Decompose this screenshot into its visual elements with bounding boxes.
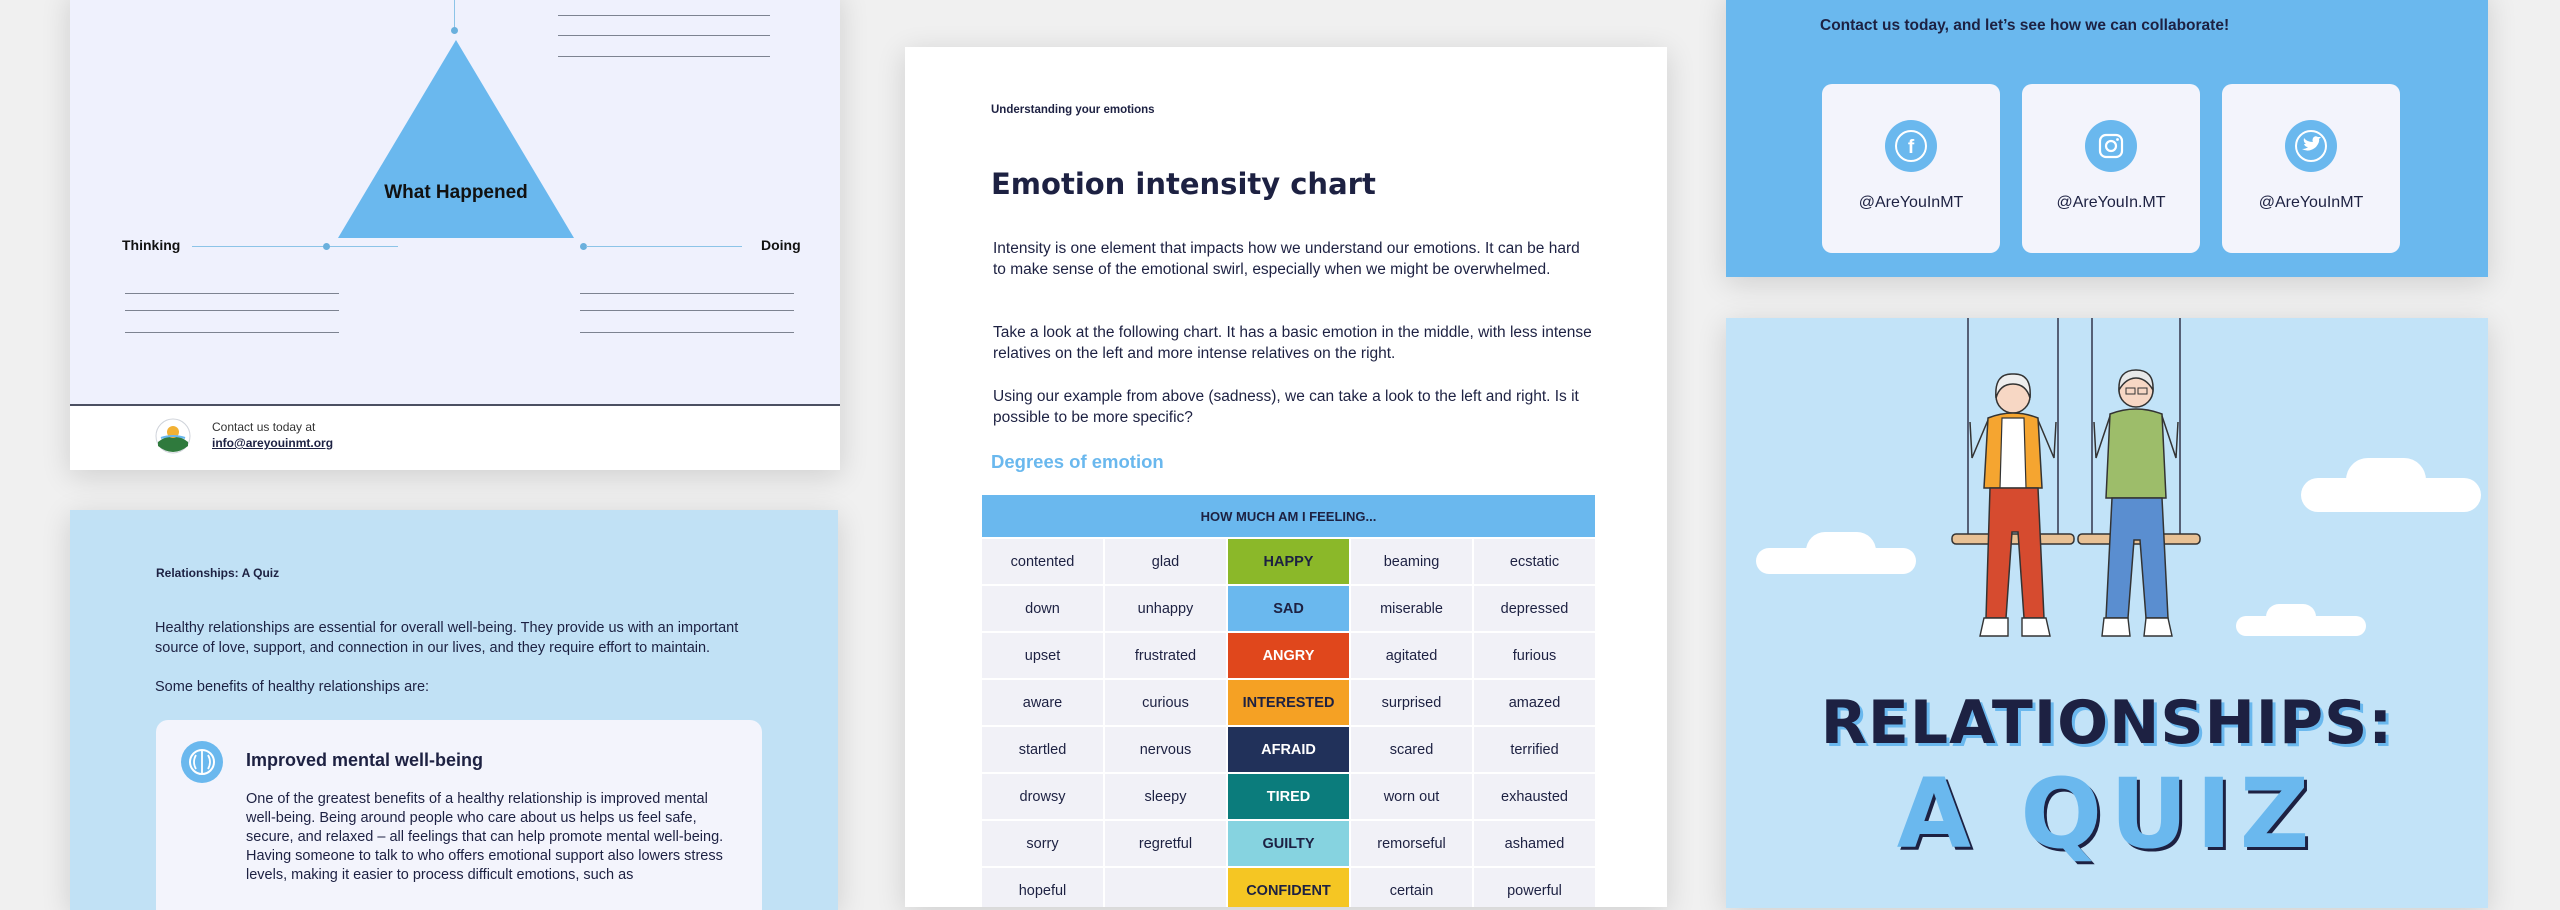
emotion-cell: aware <box>982 680 1103 725</box>
core-emotion-cell: SAD <box>1228 586 1349 631</box>
page-footer <box>70 404 840 470</box>
emotion-cell: startled <box>982 727 1103 772</box>
emotion-cell: scared <box>1351 727 1472 772</box>
emotion-cell: powerful <box>1474 868 1595 907</box>
section-label: Relationships: A Quiz <box>156 566 280 580</box>
emotion-cell: sleepy <box>1105 774 1226 819</box>
answer-line <box>580 310 794 311</box>
emotion-cell: sorry <box>982 821 1103 866</box>
benefits-intro: Some benefits of healthy relationships are: <box>155 679 430 695</box>
answer-line <box>125 332 339 333</box>
table-row <box>982 539 1595 584</box>
quiz-cover-page <box>1726 318 2488 908</box>
contact-page <box>1726 0 2488 277</box>
couple-on-swings-illustration <box>1946 318 2266 648</box>
table-header: HOW MUCH AM I FEELING... <box>982 495 1595 537</box>
instagram-card[interactable] <box>2022 84 2200 253</box>
emotion-cell: agitated <box>1351 633 1472 678</box>
emotion-cell: ecstatic <box>1474 539 1595 584</box>
card-title: Improved mental well-being <box>246 750 484 770</box>
answer-line <box>580 293 794 294</box>
emotion-cell: worn out <box>1351 774 1472 819</box>
table-row <box>982 868 1595 907</box>
subheading: Degrees of emotion <box>991 451 1164 472</box>
triangle-label: What Happened <box>384 182 528 203</box>
organization-logo <box>155 418 191 454</box>
emotion-cell: glad <box>1105 539 1226 584</box>
core-emotion-cell: HAPPY <box>1228 539 1349 584</box>
cta-text: Contact us today, and let’s see how we can collaborate! <box>1820 17 2230 34</box>
table-row <box>982 586 1595 631</box>
doing-label: Doing <box>761 237 801 253</box>
paragraph-1: Intensity is one element that impacts how we understand our emotions. It can be hard to make sense of the emotional swirl, especially when we might be overwhelmed. <box>993 240 1580 278</box>
answer-line <box>558 15 770 16</box>
card-text: One of the greatest benefits of a healthy relationship is improved mental well-being. Being around people who care about us helps us feel safe, secure, and relaxed – all feelings that can help promote mental well-being. Having someone to talk to who offers emotional support also lowers stress levels, making it easier to process difficult emotions, such as <box>246 791 724 883</box>
emotion-cell: upset <box>982 633 1103 678</box>
emotion-table <box>980 493 1597 907</box>
brain-icon <box>180 740 224 784</box>
core-emotion-cell: TIRED <box>1228 774 1349 819</box>
instagram-icon[interactable] <box>2085 120 2137 172</box>
doing-connector-line <box>586 246 742 247</box>
emotion-cell: ashamed <box>1474 821 1595 866</box>
emotion-cell: frustrated <box>1105 633 1226 678</box>
cover-title-line2: A QUIZ <box>1896 758 2318 870</box>
core-emotion-cell: ANGRY <box>1228 633 1349 678</box>
facebook-card[interactable] <box>1822 84 2000 253</box>
core-emotion-cell: CONFIDENT <box>1228 868 1349 907</box>
table-row <box>982 633 1595 678</box>
core-emotion-cell: GUILTY <box>1228 821 1349 866</box>
thinking-connector-dot <box>323 243 330 250</box>
cloud-shape <box>2346 458 2426 502</box>
emotion-cell: drowsy <box>982 774 1103 819</box>
emotion-cell: down <box>982 586 1103 631</box>
paragraph-3: Using our example from above (sadness), we can take a look to the left and right. Is it possible to be more specific? <box>993 388 1579 426</box>
what-happened-triangle <box>338 40 574 238</box>
twitter-handle: @AreYouInMT <box>2258 194 2364 211</box>
footer-email-link[interactable]: info@areyouinmt.org <box>212 436 334 450</box>
emotion-cell: unhappy <box>1105 586 1226 631</box>
emotion-cell: beaming <box>1351 539 1472 584</box>
cloud-shape <box>2266 604 2316 630</box>
top-connector-line <box>454 0 455 30</box>
table-row <box>982 774 1595 819</box>
thinking-connector-line <box>192 246 398 247</box>
emotion-intensity-page <box>905 47 1667 907</box>
svg-text:f: f <box>1907 137 1915 158</box>
emotion-cell: hopeful <box>982 868 1103 907</box>
section-label: Understanding your emotions <box>991 104 1155 116</box>
emotion-cell: certain <box>1351 868 1472 907</box>
emotion-cell: surprised <box>1351 680 1472 725</box>
answer-line <box>580 332 794 333</box>
paragraph-2: Take a look at the following chart. It has a basic emotion in the middle, with less intense relatives on the left and more intense relatives on the right. <box>993 324 1592 362</box>
emotion-cell <box>1105 868 1226 907</box>
twitter-icon[interactable] <box>2285 120 2337 172</box>
cloud-shape <box>1806 532 1876 570</box>
emotion-cell: exhausted <box>1474 774 1595 819</box>
emotion-cell: miserable <box>1351 586 1472 631</box>
answer-line <box>125 293 339 294</box>
emotion-cell: contented <box>982 539 1103 584</box>
answer-line <box>558 56 770 57</box>
emotion-cell: amazed <box>1474 680 1595 725</box>
facebook-icon[interactable] <box>1885 120 1937 172</box>
emotion-cell: curious <box>1105 680 1226 725</box>
intro-paragraph: Healthy relationships are essential for overall well-being. They provide us with an important source of love, support, and connection in our lives, and they require effort to maintain. <box>155 620 739 656</box>
benefit-card <box>156 720 762 910</box>
instagram-handle: @AreYouIn.MT <box>2056 194 2166 211</box>
top-connector-dot <box>451 27 458 34</box>
table-row <box>982 680 1595 725</box>
emotion-cell: nervous <box>1105 727 1226 772</box>
table-row <box>982 727 1595 772</box>
answer-line <box>558 35 770 36</box>
emotion-cell: regretful <box>1105 821 1226 866</box>
footer-contact-text: Contact us today at <box>212 420 316 434</box>
core-emotion-cell: AFRAID <box>1228 727 1349 772</box>
emotion-cell: furious <box>1474 633 1595 678</box>
emotion-cell: terrified <box>1474 727 1595 772</box>
answer-line <box>125 310 339 311</box>
emotion-cell: remorseful <box>1351 821 1472 866</box>
twitter-card[interactable] <box>2222 84 2400 253</box>
facebook-handle: @AreYouInMT <box>1858 194 1964 211</box>
relationships-quiz-page <box>70 510 838 910</box>
triangle-worksheet-page <box>70 0 840 470</box>
cover-title-line1: RELATIONSHIPS: <box>1820 688 2394 758</box>
thinking-label: Thinking <box>122 237 181 253</box>
table-row <box>982 821 1595 866</box>
emotion-cell: depressed <box>1474 586 1595 631</box>
page-title: Emotion intensity chart <box>991 167 1376 201</box>
core-emotion-cell: INTERESTED <box>1228 680 1349 725</box>
